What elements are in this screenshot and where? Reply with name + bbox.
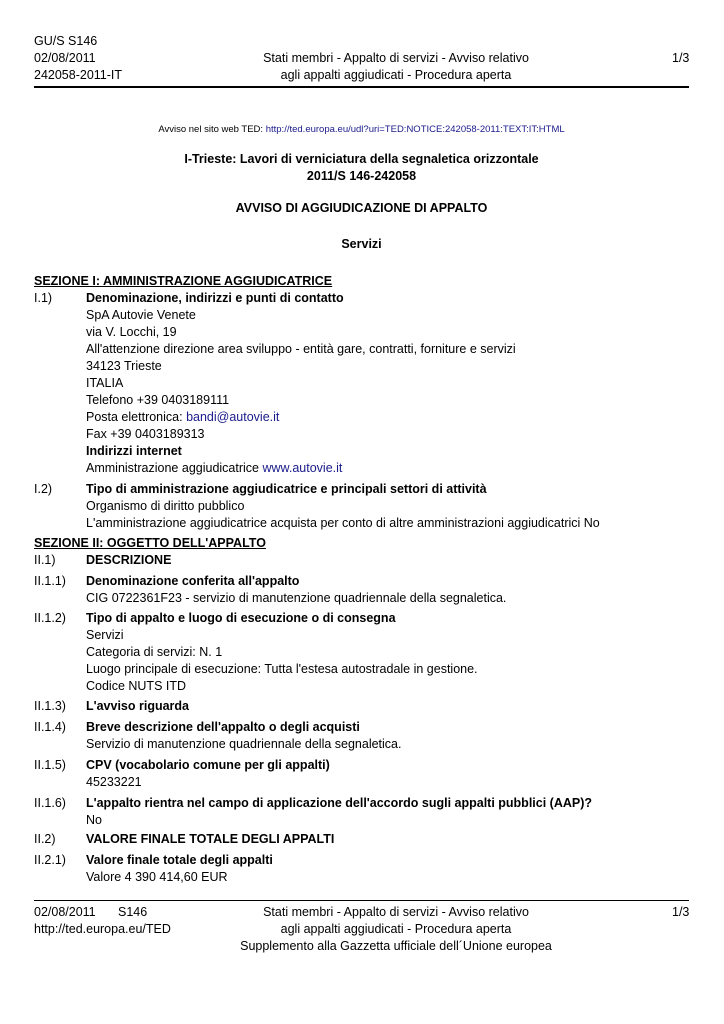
i1-label: Denominazione, indirizzi e punti di contatto: [86, 291, 344, 305]
footer-title-line2: agli appalti aggiudicati - Procedura aperta: [280, 922, 512, 936]
i2-on-behalf: L'amministrazione aggiudicatrice acquista per conto di altre amministrazioni aggiudicatrici No: [86, 516, 600, 530]
ii14-value: Servizio di manutenzione quadriennale della segnaletica.: [86, 737, 402, 751]
ii2-number: II.2): [34, 832, 56, 846]
ii21-label: Valore finale totale degli appalti: [86, 853, 273, 867]
ted-notice-link[interactable]: http://ted.europa.eu/udl?uri=TED:NOTICE:242058-2011:TEXT:IT:HTML: [265, 124, 565, 135]
footer-series: S146: [118, 905, 148, 919]
contact-email-link[interactable]: bandi@autovie.it: [186, 410, 280, 424]
i2-label: Tipo di amministrazione aggiudicatrice e principali settori di attività: [86, 482, 487, 496]
contact-phone: Telefono +39 0403189111: [86, 393, 230, 407]
header-notice-id: 242058-2011-IT: [34, 68, 123, 82]
ii12-number: II.1.2): [34, 611, 66, 625]
footer-divider: [34, 900, 689, 901]
header-title-line1: Stati membri - Appalto di servizi - Avviso relativo: [263, 51, 529, 65]
contact-street: via V. Locchi, 19: [86, 325, 177, 339]
header-divider: [34, 86, 689, 88]
ii13-number: II.1.3): [34, 699, 66, 713]
ii21-number: II.2.1): [34, 853, 66, 867]
ii1-number: II.1): [34, 553, 56, 567]
ii14-label: Breve descrizione dell'appalto o degli acquisti: [86, 720, 360, 734]
ii12-type: Servizi: [86, 628, 124, 642]
ted-note: [34, 121, 689, 138]
notice-title-line1: I-Trieste: Lavori di verniciatura della segnaletica orizzontale: [184, 152, 539, 166]
internet-label: Indirizzi internet: [86, 444, 182, 458]
ii14-number: II.1.4): [34, 720, 66, 734]
header-title-line2: agli appalti aggiudicati - Procedura aperta: [280, 68, 512, 82]
ii15-number: II.1.5): [34, 758, 66, 772]
ii1-label: DESCRIZIONE: [86, 553, 172, 567]
contact-email-label: Posta elettronica:: [86, 410, 187, 424]
contact-email-row: [86, 409, 279, 426]
ii16-number: II.1.6): [34, 796, 66, 810]
contact-postcode-city: 34123 Trieste: [86, 359, 162, 373]
i1-number: I.1): [34, 291, 53, 305]
notice-category: Servizi: [341, 237, 382, 251]
i2-type: Organismo di diritto pubblico: [86, 499, 245, 513]
ii13-label: L'avviso riguarda: [86, 699, 190, 713]
ii12-label: Tipo di appalto e luogo di esecuzione o di consegna: [86, 611, 396, 625]
admin-url-label: Amministrazione aggiudicatrice: [86, 461, 263, 475]
footer-url[interactable]: http://ted.europa.eu/TED: [34, 922, 171, 936]
header-page: 1/3: [672, 51, 690, 65]
ii11-label: Denominazione conferita all'appalto: [86, 574, 300, 588]
footer-date: 02/08/2011: [34, 905, 96, 919]
header-gu: GU/S S146: [34, 34, 98, 48]
ii11-value: CIG 0722361F23 - servizio di manutenzione quadriennale della segnaletica.: [86, 591, 507, 605]
contact-fax: Fax +39 0403189313: [86, 427, 205, 441]
ii12-place: Luogo principale di esecuzione: Tutta l'estesa autostradale in gestione.: [86, 662, 478, 676]
admin-url-link[interactable]: www.autovie.it: [262, 461, 343, 475]
ii12-nuts: Codice NUTS ITD: [86, 679, 187, 693]
ii21-value: Valore 4 390 414,60 EUR: [86, 870, 228, 884]
footer-page: 1/3: [672, 905, 690, 919]
section1-heading: SEZIONE I: AMMINISTRAZIONE AGGIUDICATRICE: [34, 274, 333, 288]
ii16-label: L'appalto rientra nel campo di applicazione dell'accordo sugli appalti pubblici (AAP)?: [86, 796, 593, 810]
i2-number: I.2): [34, 482, 53, 496]
footer-title-line1: Stati membri - Appalto di servizi - Avviso relativo: [263, 905, 529, 919]
ii2-label: VALORE FINALE TOTALE DEGLI APPALTI: [86, 832, 335, 846]
ted-note-prefix: Avviso nel sito web TED:: [158, 124, 266, 135]
footer-title-line3: Supplemento alla Gazzetta ufficiale dell´Unione europea: [240, 939, 552, 953]
ii11-number: II.1.1): [34, 574, 66, 588]
ii15-label: CPV (vocabolario comune per gli appalti): [86, 758, 330, 772]
ii15-value: 45233221: [86, 775, 142, 789]
ii12-category: Categoria di servizi: N. 1: [86, 645, 223, 659]
header-date: 02/08/2011: [34, 51, 96, 65]
notice-type: AVVISO DI AGGIUDICAZIONE DI APPALTO: [235, 201, 488, 215]
notice-title-line2: 2011/S 146-242058: [306, 169, 417, 183]
contact-attention: All'attenzione direzione area sviluppo - entità gare, contratti, forniture e servizi: [86, 342, 516, 356]
contact-country: ITALIA: [86, 376, 124, 390]
section2-heading: SEZIONE II: OGGETTO DELL'APPALTO: [34, 536, 266, 550]
contact-name: SpA Autovie Venete: [86, 308, 196, 322]
admin-url-row: [86, 460, 342, 477]
ii16-value: No: [86, 813, 102, 827]
